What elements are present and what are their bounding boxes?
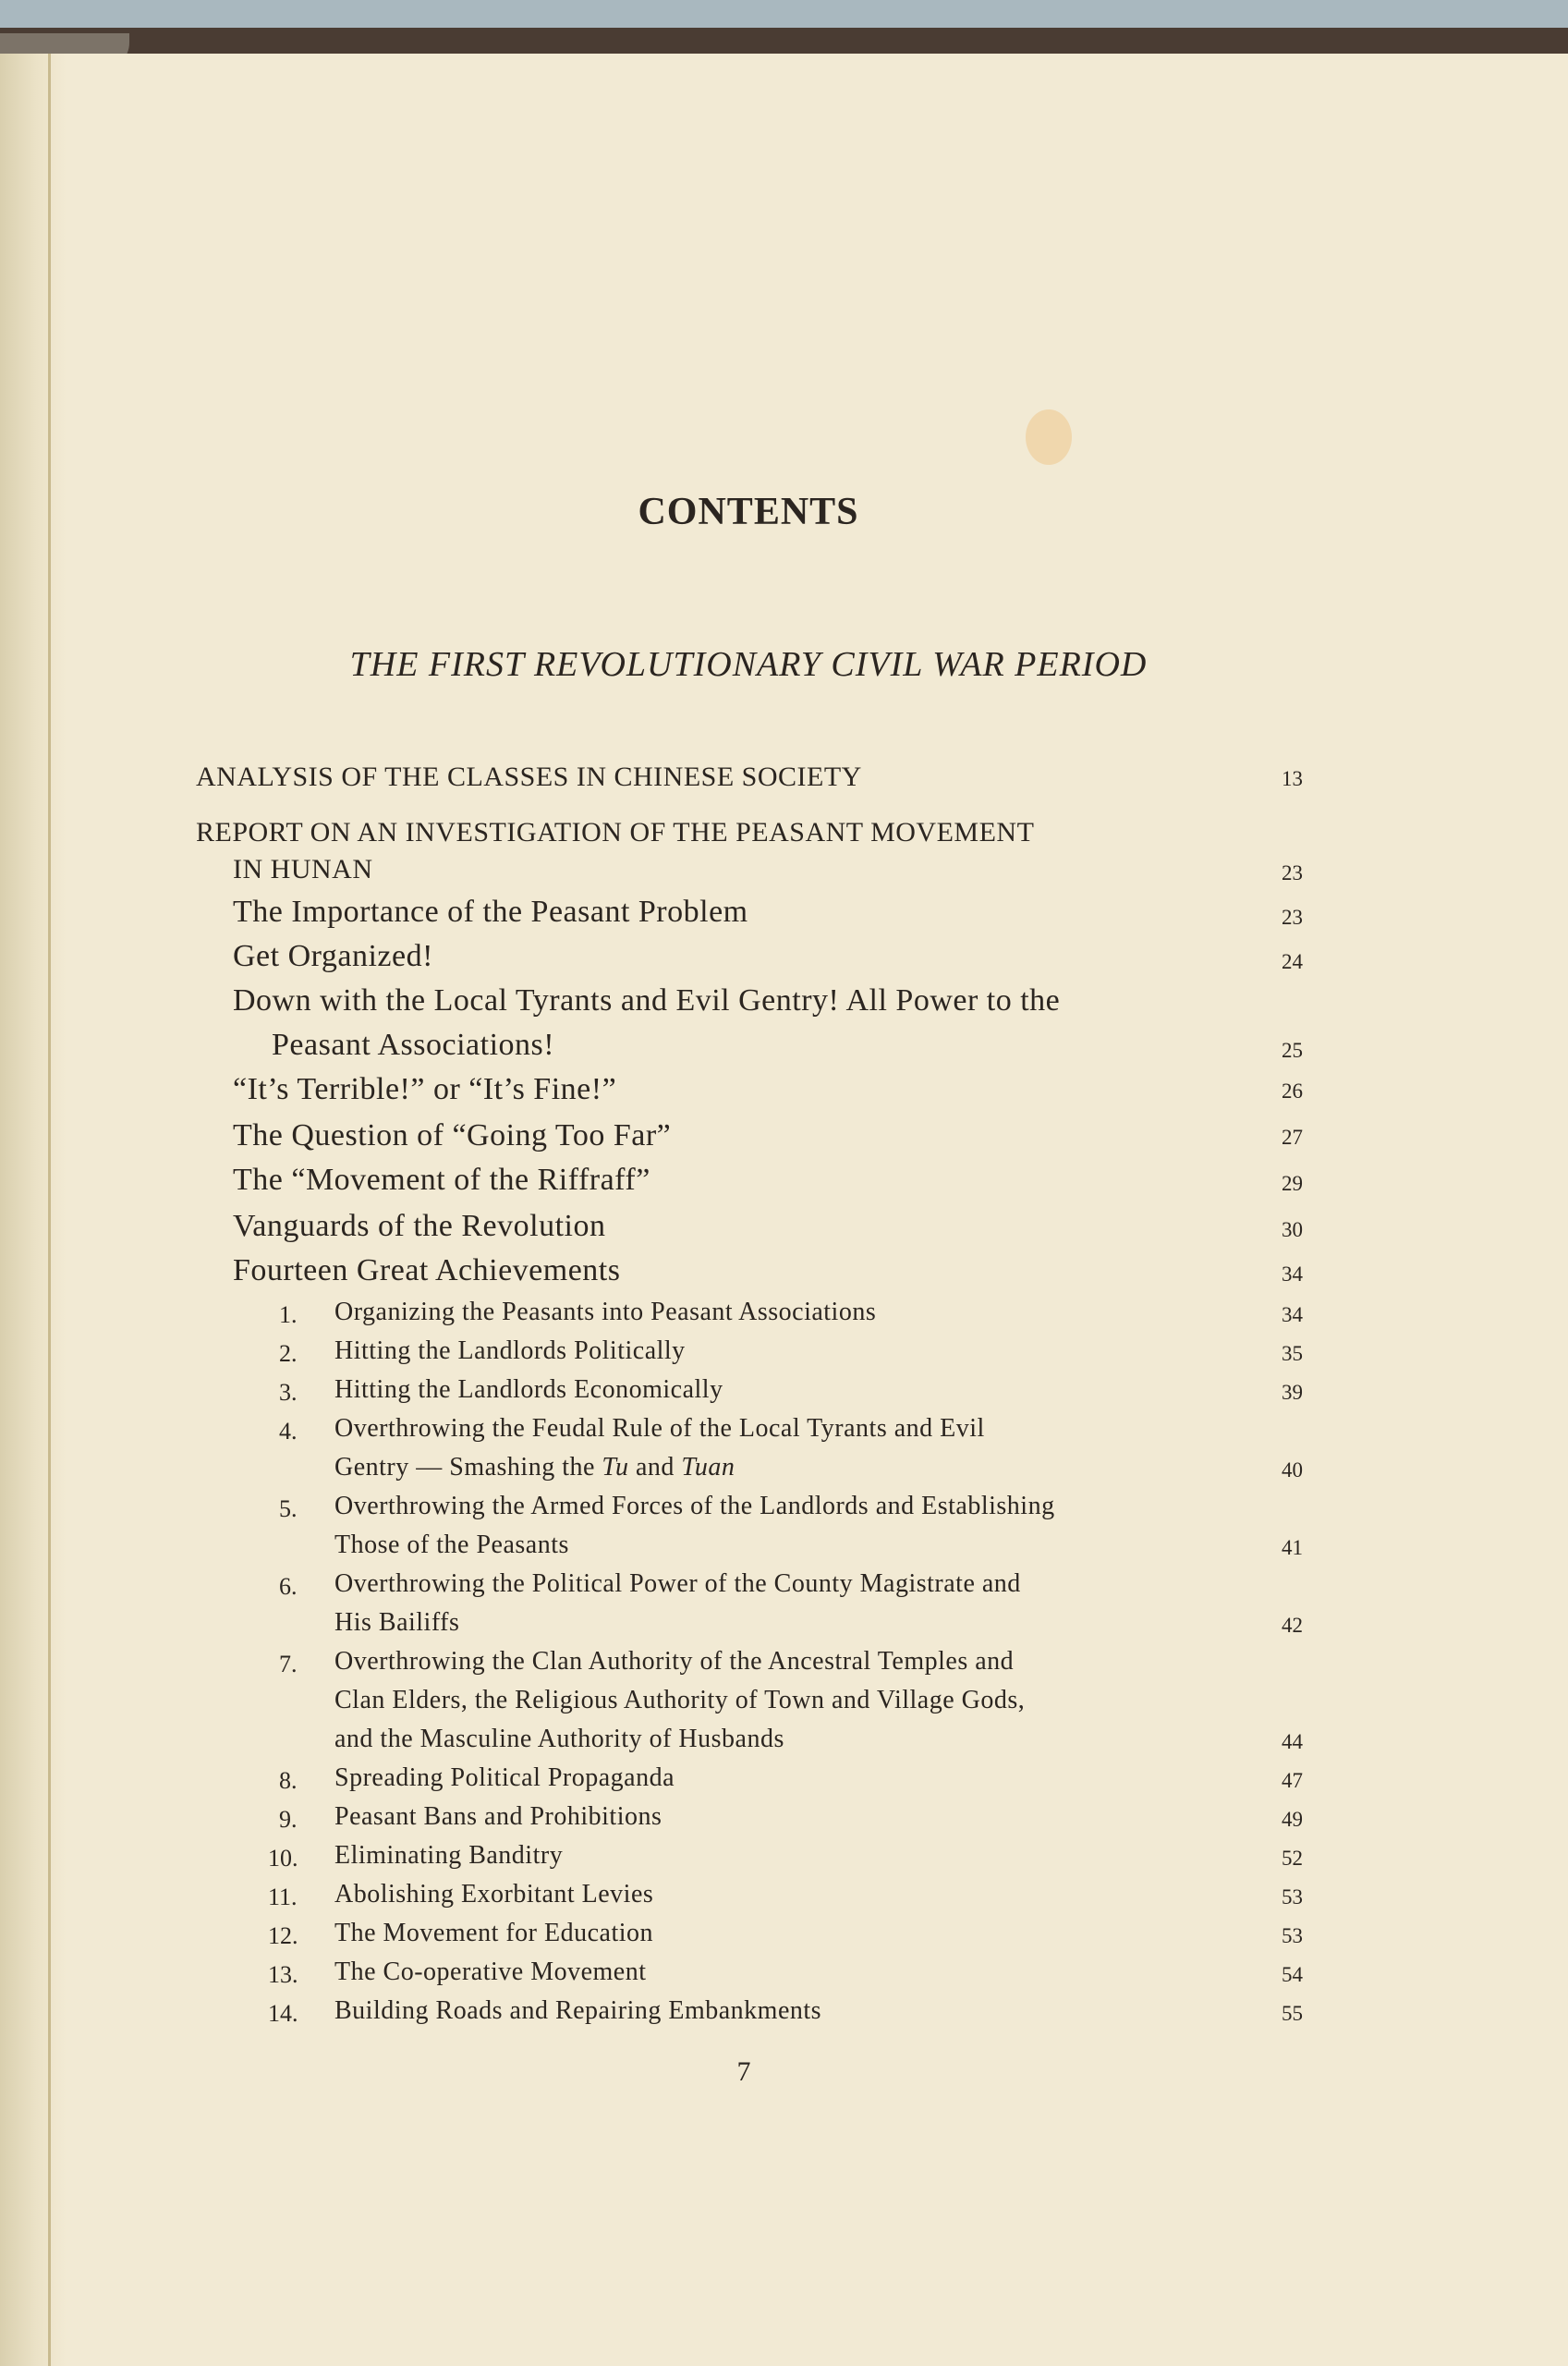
achievement-number: 11. xyxy=(268,1884,298,1910)
toc-page-number: 49 xyxy=(1282,1808,1303,1831)
achievement-number: 10. xyxy=(268,1845,298,1872)
toc-entry-importance: The Importance of the Peasant Problem xyxy=(233,895,748,929)
achievement-text: Gentry — Smashing the xyxy=(334,1453,602,1482)
achievement-entry-continued: Clan Elders, the Religious Authority of Town and Village Gods, xyxy=(334,1686,1026,1714)
achievement-entry: Overthrowing the Feudal Rule of the Local Tyrants and Evil xyxy=(334,1414,985,1443)
achievement-entry: Hitting the Landlords Economically xyxy=(334,1375,723,1404)
toc-page-number: 52 xyxy=(1282,1847,1303,1870)
achievement-entry: Building Roads and Repairing Embankments xyxy=(334,1996,822,2025)
achievement-number: 3. xyxy=(279,1379,298,1406)
achievement-entry: Spreading Political Propaganda xyxy=(334,1763,675,1792)
achievement-italic-term: Tu xyxy=(602,1453,629,1482)
achievement-text: and xyxy=(628,1453,682,1482)
toc-page-number: 55 xyxy=(1282,2002,1303,2025)
toc-page-number: 54 xyxy=(1282,1963,1303,1986)
toc-page-number: 47 xyxy=(1282,1769,1303,1792)
achievement-entry: Overthrowing the Political Power of the County Magistrate and xyxy=(334,1569,1021,1598)
achievement-entry-continued: His Bailiffs xyxy=(334,1608,460,1637)
toc-page-number: 27 xyxy=(1282,1126,1303,1149)
achievement-number: 5. xyxy=(279,1495,298,1522)
toc-page-number: 44 xyxy=(1282,1730,1303,1753)
achievement-number: 9. xyxy=(279,1806,298,1833)
toc-entry-analysis: ANALYSIS OF THE CLASSES IN CHINESE SOCIETY xyxy=(196,762,862,792)
toc-page-number: 24 xyxy=(1282,950,1303,973)
toc-page-number: 26 xyxy=(1282,1079,1303,1103)
achievement-number: 4. xyxy=(279,1418,298,1445)
achievement-number: 8. xyxy=(279,1767,298,1794)
toc-page-number: 53 xyxy=(1282,1885,1303,1909)
toc-page-number: 29 xyxy=(1282,1172,1303,1195)
achievement-number: 7. xyxy=(279,1651,298,1677)
toc-entry-fourteen-achievements: Fourteen Great Achievements xyxy=(233,1253,621,1287)
achievement-entry-continued xyxy=(334,1453,735,1482)
achievement-entry: Abolishing Exorbitant Levies xyxy=(334,1880,654,1909)
toc-page-number: 30 xyxy=(1282,1218,1303,1241)
toc-entry-vanguards: Vanguards of the Revolution xyxy=(233,1209,606,1243)
toc-page-number: 13 xyxy=(1282,767,1303,790)
contents-heading: CONTENTS xyxy=(638,491,859,533)
toc-page-number: 41 xyxy=(1282,1536,1303,1559)
achievement-number: 14. xyxy=(268,2000,298,2027)
toc-page-number: 53 xyxy=(1282,1924,1303,1947)
page-gutter xyxy=(0,54,67,2366)
toc-page-number: 34 xyxy=(1282,1303,1303,1326)
achievement-entry: Organizing the Peasants into Peasant Associations xyxy=(334,1298,877,1326)
section-heading: THE FIRST REVOLUTIONARY CIVIL WAR PERIOD xyxy=(349,645,1148,684)
achievement-number: 1. xyxy=(279,1301,298,1328)
toc-entry-going-too-far: The Question of “Going Too Far” xyxy=(233,1118,672,1153)
achievement-entry-continued: and the Masculine Authority of Husbands xyxy=(334,1725,784,1753)
achievement-entry: Overthrowing the Clan Authority of the Ancestral Temples and xyxy=(334,1647,1015,1676)
toc-page-number: 34 xyxy=(1282,1262,1303,1286)
toc-entry-report-continued: IN HUNAN xyxy=(233,854,373,884)
toc-page-number: 23 xyxy=(1282,906,1303,929)
page-folio-number: 7 xyxy=(736,2056,751,2087)
toc-page-number: 23 xyxy=(1282,861,1303,884)
achievement-entry: Peasant Bans and Prohibitions xyxy=(334,1802,662,1831)
achievement-number: 2. xyxy=(279,1340,298,1367)
toc-entry-its-terrible: “It’s Terrible!” or “It’s Fine!” xyxy=(233,1072,617,1106)
achievement-entry: The Co-operative Movement xyxy=(334,1957,647,1986)
achievement-entry-continued: Those of the Peasants xyxy=(334,1531,569,1559)
toc-entry-report: REPORT ON AN INVESTIGATION OF THE PEASANT MOVEMENT xyxy=(196,817,1035,848)
toc-entry-get-organized: Get Organized! xyxy=(233,939,433,973)
achievement-italic-term: Tuan xyxy=(681,1453,735,1482)
toc-page-number: 40 xyxy=(1282,1458,1303,1482)
achievement-entry: Eliminating Banditry xyxy=(334,1841,564,1870)
achievement-number: 12. xyxy=(268,1922,298,1949)
toc-entry-riffraff: The “Movement of the Riffraff” xyxy=(233,1163,650,1197)
toc-page-number: 35 xyxy=(1282,1342,1303,1365)
gutter-crease xyxy=(48,54,51,2366)
toc-entry-down-with-tyrants-continued: Peasant Associations! xyxy=(272,1028,555,1062)
achievement-number: 13. xyxy=(268,1961,298,1988)
toc-entry-down-with-tyrants: Down with the Local Tyrants and Evil Gentry! All Power to the xyxy=(233,983,1061,1018)
achievement-entry: Overthrowing the Armed Forces of the Landlords and Establishing xyxy=(334,1492,1055,1520)
toc-page-number: 39 xyxy=(1282,1381,1303,1404)
achievement-entry: Hitting the Landlords Politically xyxy=(334,1336,686,1365)
toc-page-number: 42 xyxy=(1282,1614,1303,1637)
toc-page-number: 25 xyxy=(1282,1039,1303,1062)
page-stain xyxy=(1026,409,1072,465)
achievement-number: 6. xyxy=(279,1573,298,1600)
achievement-entry: The Movement for Education xyxy=(334,1919,654,1947)
